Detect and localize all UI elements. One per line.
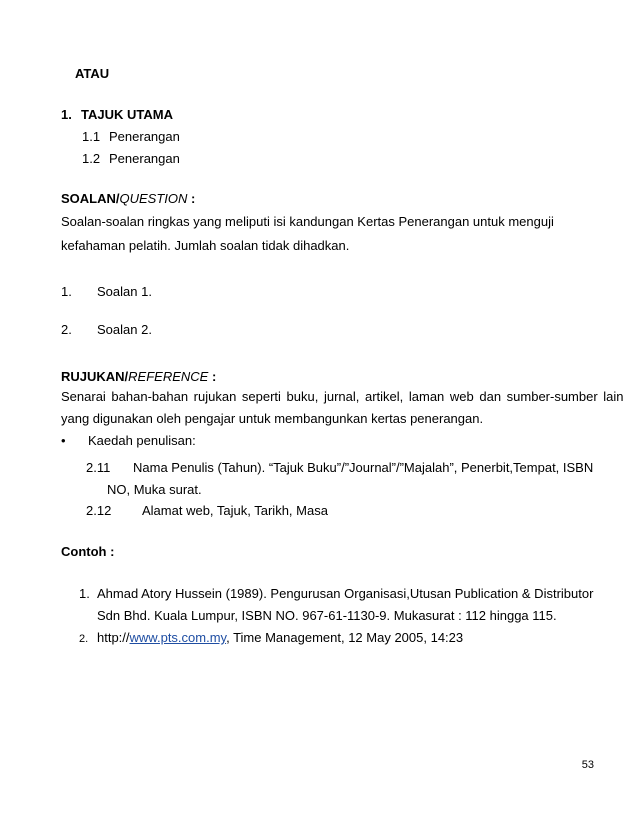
rujukan-item-number: 2.11 <box>86 460 111 475</box>
contoh-item-prefix: http:// <box>97 630 130 645</box>
soalan-heading <box>61 190 195 208</box>
soalan-heading-colon: : <box>187 191 196 206</box>
soalan-item-number: 2. <box>61 322 72 337</box>
contoh-item-number: 1. <box>79 586 90 601</box>
rujukan-item-text: Alamat web, Tajuk, Tarikh, Masa <box>142 503 328 518</box>
soalan-text-line-2: kefahaman pelatih. Jumlah soalan tidak dihadkan. <box>61 238 350 253</box>
pts-website-link[interactable]: www.pts.com.my <box>129 630 227 645</box>
tajuk-title: TAJUK UTAMA <box>81 107 173 122</box>
tajuk-number: 1. <box>61 107 72 122</box>
rujukan-heading-bold: RUJUKAN/ <box>61 369 129 384</box>
contoh-item-1 <box>79 585 593 603</box>
contoh-item-number: 2. <box>79 633 89 645</box>
soalan-item-text: Soalan 1. <box>97 284 152 299</box>
soalan-item-number: 1. <box>61 284 72 299</box>
soalan-item-2 <box>61 321 152 339</box>
tajuk-utama-heading <box>61 106 173 124</box>
bullet-icon: • <box>61 433 66 448</box>
soalan-item-text: Soalan 2. <box>97 322 152 337</box>
rujukan-text-line-1: Senarai bahan-bahan rujukan seperti buku, jurnal, artikel, laman web dan sumber-sumber lain <box>61 389 624 404</box>
subitem-text: Penerangan <box>109 151 180 166</box>
subitem-1-2 <box>82 150 180 168</box>
rujukan-item-2-11-line-2: NO, Muka surat. <box>107 482 202 497</box>
rujukan-heading-italic: REFERENCE <box>128 369 209 384</box>
subitem-number: 1.1 <box>82 129 101 144</box>
subitem-text: Penerangan <box>109 129 180 144</box>
contoh-heading: Contoh : <box>61 544 115 559</box>
rujukan-item-2-12 <box>86 502 328 520</box>
subitem-number: 1.2 <box>82 151 101 166</box>
rujukan-heading <box>61 368 216 386</box>
atau-label: ATAU <box>75 66 110 81</box>
contoh-item-2 <box>79 629 463 648</box>
kaedah-label: Kaedah penulisan: <box>88 433 196 448</box>
page-number: 53 <box>581 759 594 771</box>
rujukan-item-number: 2.12 <box>86 503 112 518</box>
soalan-item-1 <box>61 283 152 301</box>
subitem-1-1 <box>82 128 180 146</box>
kaedah-bullet-item <box>61 432 196 450</box>
contoh-item-text: Ahmad Atory Hussein (1989). Pengurusan Organisasi,Utusan Publication & Distributor <box>97 586 594 601</box>
contoh-item-suffix: , Time Management, 12 May 2005, 14:23 <box>226 630 464 645</box>
rujukan-heading-colon: : <box>208 369 217 384</box>
soalan-heading-bold: SOALAN/ <box>61 191 120 206</box>
rujukan-item-2-11 <box>86 459 593 477</box>
soalan-heading-italic: QUESTION <box>119 191 188 206</box>
soalan-text-line-1: Soalan-soalan ringkas yang meliputi isi kandungan Kertas Penerangan untuk menguji <box>61 214 554 229</box>
contoh-item-1-line-2: Sdn Bhd. Kuala Lumpur, ISBN NO. 967-61-1130-9. Mukasurat : 112 hingga 115. <box>97 608 557 623</box>
rujukan-item-text: Nama Penulis (Tahun). “Tajuk Buku”/”Journal”/”Majalah”, Penerbit,Tempat, ISBN <box>133 460 594 475</box>
rujukan-text-line-2: yang digunakan oleh pengajar untuk membangunkan kertas penerangan. <box>61 411 484 426</box>
